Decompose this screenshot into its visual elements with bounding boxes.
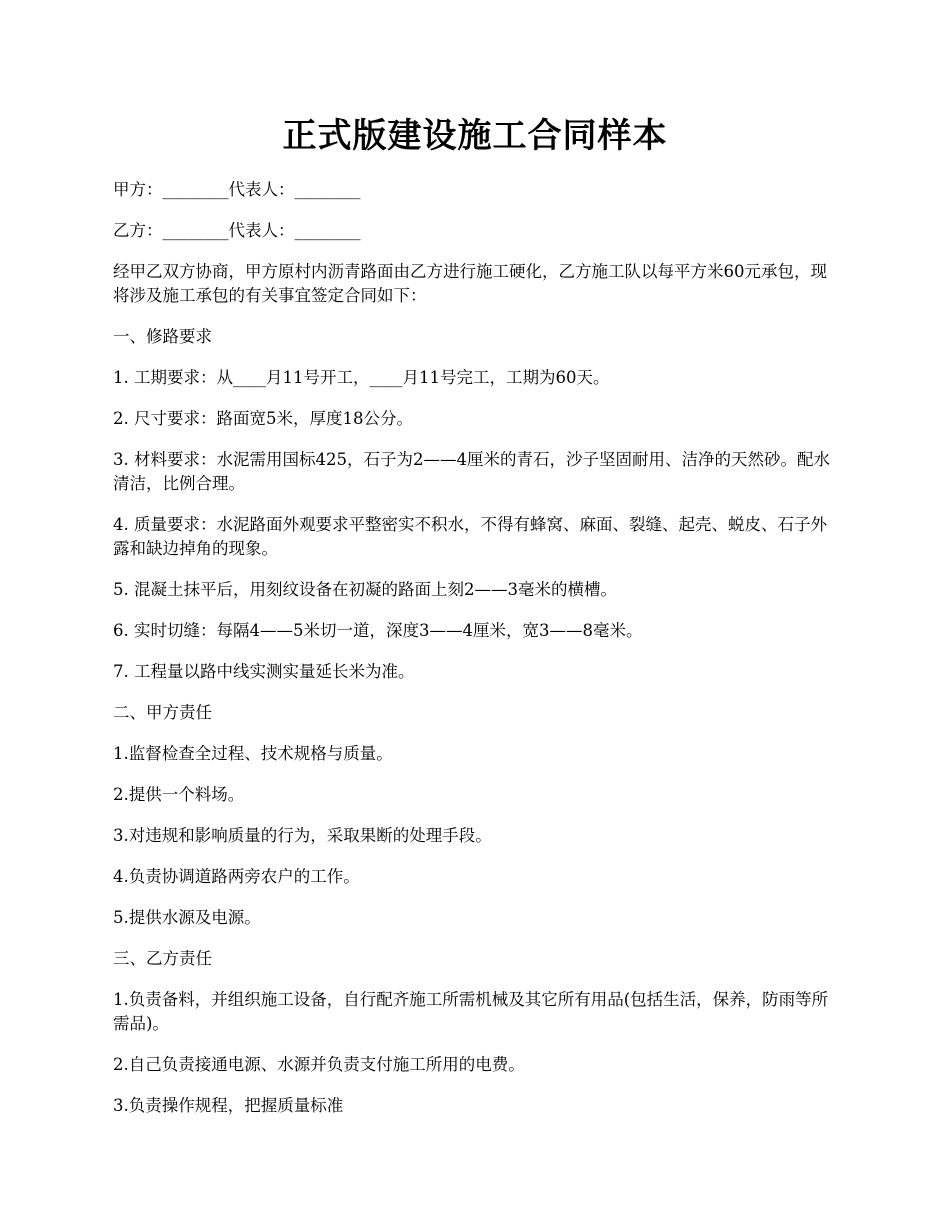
section-heading-1: 一、修路要求: [113, 327, 212, 346]
clause-2-3: 3.对违规和影响质量的行为，采取果断的处理手段。: [113, 826, 492, 845]
document-body: [113, 178, 843, 1135]
clause-2-1: 1.监督检查全过程、技术规格与质量。: [113, 744, 393, 763]
section-heading-2: 二、甲方责任: [113, 703, 212, 722]
clause-2-5: 5.提供水源及电源。: [113, 908, 261, 927]
clause-1-3: 3. 材料要求：水泥需用国标425，石子为2——4厘米的青石，沙子坚固耐用、洁净的天然砂。配水清洁，比例合理。: [113, 450, 830, 493]
clause-2-2: 2.提供一个料场。: [113, 785, 245, 804]
clause-3-1: 1.负责备料，并组织施工设备，自行配齐施工所需机械及其它所有用品(包括生活，保养，防雨等所需品)。: [113, 990, 829, 1033]
clause-3-2: 2.自己负责接通电源、水源并负责支付施工所用的电费。: [113, 1055, 525, 1074]
intro-paragraph: 经甲乙双方协商，甲方原村内沥青路面由乙方进行施工硬化，乙方施工队以每平方米60元承包，现将涉及施工承包的有关事宜签定合同如下：: [113, 262, 827, 305]
clause-3-3: 3.负责操作规程，把握质量标准: [113, 1096, 344, 1115]
clause-2-4: 4.负责协调道路两旁农户的工作。: [113, 867, 360, 886]
clause-1-1: 1. 工期要求：从____月11号开工，____月11号完工，工期为60天。: [113, 368, 610, 387]
section-heading-3: 三、乙方责任: [113, 949, 212, 968]
clause-1-4: 4. 质量要求：水泥路面外观要求平整密实不积水，不得有蜂窝、麻面、裂缝、起壳、蜕皮、石子外露和缺边掉角的现象。: [113, 515, 827, 558]
clause-1-2: 2. 尺寸要求：路面宽5米，厚度18公分。: [113, 409, 413, 428]
clause-1-6: 6. 实时切缝：每隔4——5米切一道，深度3——4厘米，宽3——8毫米。: [113, 621, 643, 640]
clause-1-5: 5. 混凝土抹平后，用刻纹设备在初凝的路面上刻2——3毫米的横槽。: [113, 580, 617, 599]
party-a-line: 甲方：________代表人：________: [113, 180, 361, 199]
clause-1-7: 7. 工程量以路中线实测实量延长米为准。: [113, 662, 415, 681]
party-b-line: 乙方：________代表人：________: [113, 221, 361, 240]
document-title: 正式版建设施工合同样本: [282, 116, 668, 156]
